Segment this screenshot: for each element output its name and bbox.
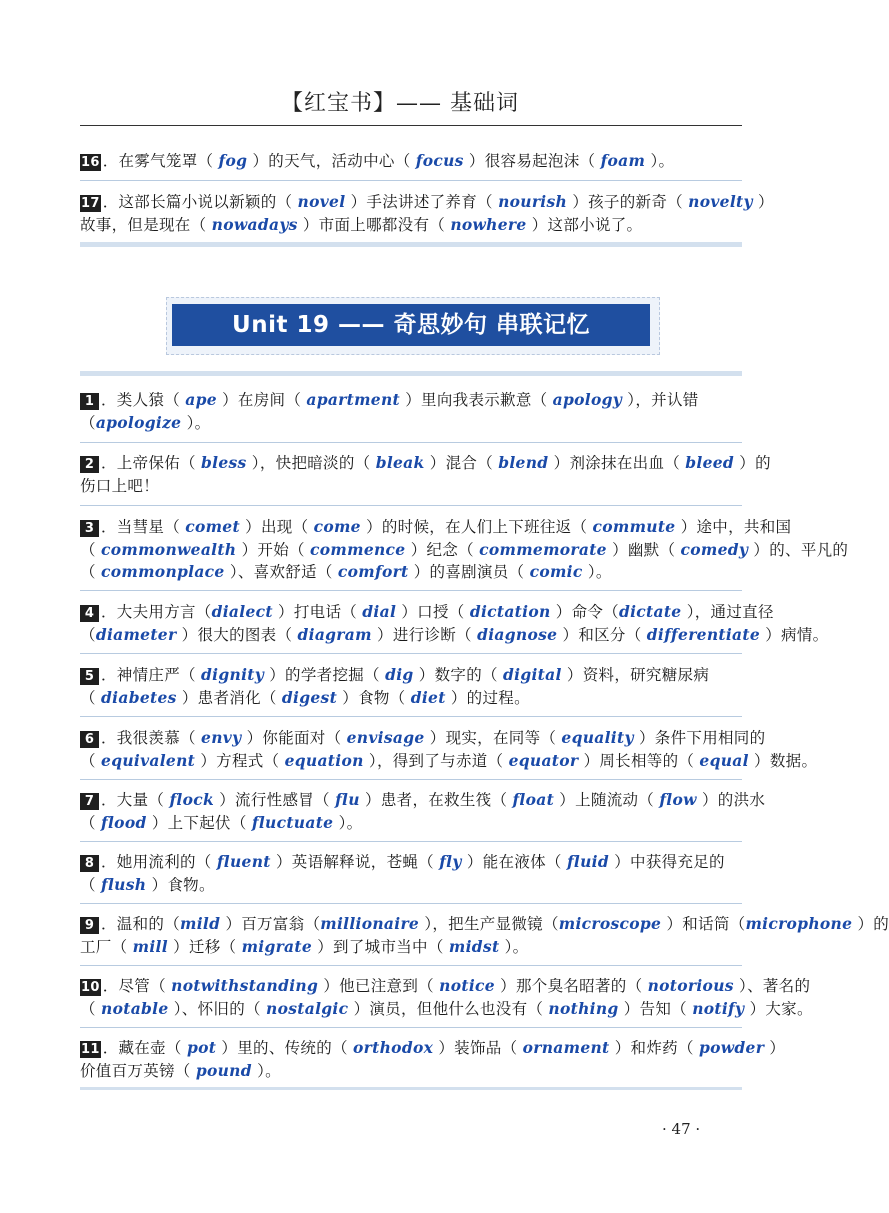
- english-vocab-word: microscope: [558, 914, 662, 933]
- chinese-text: ）。: [645, 152, 675, 170]
- entry-4: [80, 601, 829, 646]
- entry-number-badge: 9: [80, 917, 99, 934]
- chinese-text: ）的: [852, 915, 889, 933]
- entry-divider: [80, 505, 742, 506]
- english-vocab-word: novelty: [688, 192, 753, 211]
- english-vocab-word: dialect: [211, 602, 273, 621]
- english-vocab-word: digital: [503, 665, 562, 684]
- chinese-text: ）能在液体（: [461, 853, 567, 871]
- chinese-text: ）出现（: [239, 518, 314, 536]
- english-vocab-word: migrate: [241, 936, 313, 956]
- english-vocab-word: nowhere: [450, 214, 527, 234]
- chinese-text: ．这部长篇小说以新颖的（: [102, 193, 298, 211]
- english-vocab-word: dial: [362, 602, 397, 621]
- english-vocab-word: commute: [592, 517, 676, 536]
- entry-divider: [80, 903, 742, 904]
- chinese-text: ）条件下用相同的: [633, 729, 766, 747]
- english-vocab-word: blend: [498, 453, 549, 472]
- chinese-text: ．当彗星（: [101, 518, 186, 536]
- english-vocab-word: nourish: [498, 192, 568, 211]
- chinese-text: ）进行诊断（: [371, 625, 478, 644]
- chinese-text: （: [80, 813, 102, 832]
- english-vocab-word: fog: [218, 151, 248, 170]
- english-vocab-word: novel: [297, 192, 346, 211]
- english-vocab-word: diameter: [95, 624, 177, 644]
- english-vocab-word: fluent: [216, 852, 271, 871]
- chinese-text: ）孩子的新奇（: [567, 193, 689, 211]
- entry-line: [80, 789, 766, 812]
- chinese-text: （: [80, 688, 102, 707]
- chinese-text: ）幽默（: [606, 540, 681, 559]
- chinese-text: （: [80, 999, 102, 1018]
- entry-line: [80, 214, 742, 237]
- chinese-text: ）的: [734, 454, 771, 472]
- chinese-text: ）和区分（: [557, 625, 647, 644]
- english-vocab-word: apologize: [95, 412, 182, 432]
- entry-line: [80, 475, 742, 498]
- chinese-text: ．大量（: [101, 791, 170, 809]
- entry-line: [80, 936, 742, 959]
- chinese-text: ），得到了与赤道（: [363, 751, 509, 770]
- entry-line: [80, 1060, 742, 1083]
- chinese-text: 工厂（: [80, 937, 133, 956]
- english-vocab-word: equality: [561, 728, 634, 747]
- chinese-text: ．在雾气笼罩（: [102, 152, 219, 170]
- english-vocab-word: ornament: [522, 1038, 610, 1057]
- chinese-text: ）数据。: [748, 751, 818, 770]
- entry-line: [80, 851, 742, 874]
- chinese-text: ）大家。: [744, 999, 813, 1018]
- english-vocab-word: ape: [185, 390, 217, 409]
- chinese-text: ）手法讲述了养育（: [345, 193, 499, 211]
- english-vocab-word: equator: [508, 750, 579, 770]
- english-vocab-word: microphone: [745, 914, 853, 933]
- entry-line: [80, 664, 742, 687]
- chinese-text: ．藏在壶（: [102, 1039, 187, 1057]
- chinese-text: ）的学者挖掘（: [264, 666, 386, 684]
- chinese-text: ）流行性感冒（: [214, 791, 336, 809]
- chinese-text: ）在房间（: [216, 391, 307, 409]
- page-number: · 47 ·: [662, 1120, 701, 1138]
- chinese-text: ）的过程。: [445, 688, 530, 707]
- english-vocab-word: diagram: [297, 624, 372, 644]
- entry-number-badge: 4: [80, 605, 99, 622]
- chinese-text: ）周长相等的（: [578, 751, 700, 770]
- chinese-text: ）: [752, 193, 774, 211]
- english-vocab-word: envisage: [346, 728, 425, 747]
- chinese-text: ）的天气，活动中心（: [247, 152, 416, 170]
- entry-3: [80, 516, 849, 584]
- english-vocab-word: apology: [552, 390, 623, 409]
- entry-divider: [80, 716, 742, 717]
- english-vocab-word: commemorate: [479, 539, 607, 559]
- entry-divider: [80, 653, 742, 654]
- english-vocab-word: come: [313, 517, 361, 536]
- chinese-text: ．大夫用方言（: [101, 603, 212, 621]
- entry-line: [80, 812, 742, 835]
- chinese-text: ），并认错: [622, 391, 699, 409]
- chinese-text: ）百万富翁（: [220, 915, 321, 933]
- entry-line: [80, 750, 818, 773]
- english-vocab-word: comfort: [337, 562, 409, 581]
- chinese-text: ．温和的（: [101, 915, 181, 933]
- chinese-text: ），把生产显微镜（: [419, 915, 559, 933]
- chinese-text: ）英语解释说，苍蝇（: [270, 853, 440, 871]
- entry-line: [80, 191, 774, 214]
- entry-line: [80, 913, 889, 936]
- entry-5: [80, 664, 742, 709]
- entry-number-badge: 8: [80, 855, 99, 872]
- entry-divider: [80, 779, 742, 780]
- chinese-text: ）开始（: [236, 540, 311, 559]
- chinese-text: 价值百万英镑（: [80, 1061, 196, 1080]
- english-vocab-word: digest: [281, 687, 338, 707]
- entry-7: [80, 789, 766, 834]
- chinese-text: ）告知（: [618, 999, 693, 1018]
- chinese-text: ）上下起伏（: [146, 813, 252, 832]
- english-vocab-word: equation: [284, 750, 364, 770]
- english-vocab-word: notice: [439, 976, 495, 995]
- english-vocab-word: fluctuate: [251, 812, 334, 832]
- section-divider: [80, 371, 742, 376]
- entry-number-badge: 1: [80, 393, 99, 410]
- entry-number-badge: 11: [81, 1042, 100, 1057]
- english-vocab-word: diabetes: [101, 687, 177, 707]
- chinese-text: ）他已注意到（: [318, 977, 440, 995]
- chinese-text: ），快把暗淡的（: [246, 454, 376, 472]
- chinese-text: （: [80, 413, 96, 432]
- english-vocab-word: flood: [101, 812, 147, 832]
- english-vocab-word: commence: [310, 539, 406, 559]
- entry-number-badge: 16: [81, 155, 100, 170]
- entry-line: [80, 1037, 786, 1060]
- chinese-text: ）很大的图表（: [176, 625, 298, 644]
- english-vocab-word: flock: [169, 790, 215, 809]
- entry-line: [80, 516, 792, 539]
- chinese-text: ），通过直径: [681, 603, 774, 621]
- english-vocab-word: dictate: [618, 602, 682, 621]
- chinese-text: ）的、平凡的: [748, 540, 849, 559]
- chinese-text: ）剂涂抹在出血（: [548, 454, 686, 472]
- chinese-text: （: [80, 625, 96, 644]
- english-vocab-word: pot: [186, 1038, 217, 1057]
- entry-16: [80, 150, 742, 173]
- chinese-text: ）途中，共和国: [675, 518, 792, 536]
- entry-line: [80, 150, 742, 173]
- english-vocab-word: notable: [101, 998, 169, 1018]
- english-vocab-word: nothing: [548, 998, 619, 1018]
- unit-banner-title: Unit 19 —— 奇思妙句 串联记忆: [172, 304, 650, 346]
- english-vocab-word: dig: [385, 665, 414, 684]
- english-vocab-word: flu: [335, 790, 360, 809]
- entry-number-badge: 10: [81, 980, 100, 995]
- chinese-text: ）纪念（: [405, 540, 480, 559]
- chinese-text: ）现实，在同等（: [424, 729, 562, 747]
- chinese-text: ）里的、传统的（: [216, 1039, 354, 1057]
- chinese-text: ）患者，在救生筏（: [359, 791, 513, 809]
- chinese-text: ）患者消化（: [176, 688, 282, 707]
- entry-10: [80, 975, 813, 1020]
- section-divider: [80, 1087, 742, 1090]
- english-vocab-word: mild: [180, 914, 221, 933]
- chinese-text: ．上帝保佑（: [101, 454, 202, 472]
- entry-2: [80, 452, 771, 497]
- chinese-text: ）到了城市当中（: [312, 937, 449, 956]
- english-vocab-word: bless: [201, 453, 247, 472]
- entry-line: [80, 412, 742, 435]
- entry-number-badge: 17: [81, 196, 100, 211]
- english-vocab-word: comic: [529, 562, 583, 581]
- entry-1: [80, 389, 742, 434]
- english-vocab-word: comedy: [680, 539, 749, 559]
- chinese-text: ）上随流动（: [554, 791, 660, 809]
- english-vocab-word: envy: [201, 728, 242, 747]
- chinese-text: ）食物。: [146, 875, 215, 894]
- chinese-text: ）这部小说了。: [526, 215, 643, 234]
- header-rule: [80, 125, 742, 126]
- english-vocab-word: commonplace: [101, 562, 225, 581]
- chinese-text: ）装饰品（: [433, 1039, 523, 1057]
- english-vocab-word: orthodox: [353, 1038, 434, 1057]
- entry-divider: [80, 965, 742, 966]
- english-vocab-word: powder: [699, 1038, 765, 1057]
- chinese-text: ）市面上哪都没有（: [297, 215, 451, 234]
- english-vocab-word: dictation: [469, 602, 551, 621]
- chinese-text: （: [80, 875, 102, 894]
- chinese-text: ）的喜剧演员（: [408, 563, 530, 581]
- chinese-text: ）中获得充足的: [609, 853, 725, 871]
- entry-divider: [80, 180, 742, 181]
- chinese-text: ）食物（: [337, 688, 411, 707]
- chinese-text: ）命令（: [550, 603, 619, 621]
- entry-line: [80, 624, 829, 647]
- english-vocab-word: commonwealth: [101, 539, 237, 559]
- chinese-text: ）迁移（: [167, 937, 242, 956]
- entry-divider: [80, 841, 742, 842]
- chinese-text: ）你能面对（: [241, 729, 347, 747]
- chinese-text: ．尽管（: [102, 977, 172, 995]
- english-vocab-word: dignity: [201, 665, 265, 684]
- english-vocab-word: millionaire: [320, 914, 420, 933]
- english-vocab-word: flow: [659, 790, 697, 809]
- english-vocab-word: diagnose: [477, 624, 558, 644]
- chinese-text: ）。: [181, 413, 211, 432]
- chinese-text: ）混合（: [424, 454, 499, 472]
- chinese-text: 故事，但是现在（: [80, 215, 212, 234]
- chinese-text: ）那个臭名昭著的（: [494, 977, 648, 995]
- english-vocab-word: flush: [101, 874, 147, 894]
- english-vocab-word: fluid: [566, 852, 610, 871]
- running-header: 【红宝书】—— 基础词: [281, 91, 519, 116]
- chinese-text: ．她用流利的（: [101, 853, 217, 871]
- english-vocab-word: nowadays: [211, 214, 298, 234]
- chinese-text: ）、著名的: [733, 977, 811, 995]
- chinese-text: ）。: [582, 563, 612, 581]
- english-vocab-word: equivalent: [101, 750, 196, 770]
- chinese-text: ）和炸药（: [609, 1039, 699, 1057]
- entry-line: [80, 452, 771, 475]
- chinese-text: ）病情。: [760, 625, 829, 644]
- chinese-text: ）打电话（: [272, 603, 363, 621]
- english-vocab-word: mill: [132, 936, 168, 956]
- english-vocab-word: nostalgic: [266, 998, 349, 1018]
- section-divider: [80, 242, 742, 247]
- chinese-text: ）、喜欢舒适（: [224, 563, 338, 581]
- entry-number-badge: 2: [80, 456, 99, 473]
- entry-line: [80, 687, 742, 710]
- chinese-text: ）数字的（: [413, 666, 504, 684]
- chinese-text: 伤口上吧！: [80, 476, 160, 495]
- english-vocab-word: pound: [195, 1060, 252, 1080]
- english-vocab-word: focus: [415, 151, 464, 170]
- english-vocab-word: notorious: [647, 976, 734, 995]
- entry-9: [80, 913, 889, 958]
- entry-11: [80, 1037, 786, 1082]
- english-vocab-word: equal: [699, 750, 749, 770]
- entry-divider: [80, 590, 742, 591]
- entry-6: [80, 727, 818, 772]
- chinese-text: ）的时候，在人们上下班往返（: [360, 518, 593, 536]
- chinese-text: ）和话筒（: [661, 915, 746, 933]
- entry-line: [80, 601, 774, 624]
- entry-line: [80, 389, 742, 412]
- english-vocab-word: fly: [439, 852, 462, 871]
- english-vocab-word: differentiate: [646, 624, 760, 644]
- entry-8: [80, 851, 742, 896]
- english-vocab-word: diet: [410, 687, 446, 707]
- english-vocab-word: bleed: [685, 453, 735, 472]
- chinese-text: ）资料，研究糖尿病: [561, 666, 710, 684]
- chinese-text: ）里向我表示歉意（: [400, 391, 553, 409]
- entry-number-badge: 6: [80, 731, 99, 748]
- entry-divider: [80, 442, 742, 443]
- entry-line: [80, 998, 813, 1021]
- entry-line: [80, 727, 766, 750]
- english-vocab-word: notwithstanding: [171, 976, 319, 995]
- chinese-text: （: [80, 563, 102, 581]
- english-vocab-word: comet: [185, 517, 240, 536]
- entry-number-badge: 5: [80, 668, 99, 685]
- chinese-text: ．类人猿（: [101, 391, 186, 409]
- chinese-text: ）: [764, 1039, 786, 1057]
- chinese-text: ）。: [499, 937, 529, 956]
- chinese-text: （: [80, 540, 102, 559]
- entry-line: [80, 539, 849, 562]
- english-vocab-word: foam: [600, 151, 646, 170]
- chinese-text: ．神情庄严（: [101, 666, 202, 684]
- entry-number-badge: 3: [80, 520, 99, 537]
- chinese-text: ）、怀旧的（: [168, 999, 267, 1018]
- chinese-text: ）。: [333, 813, 363, 832]
- english-vocab-word: apartment: [306, 390, 401, 409]
- english-vocab-word: float: [512, 790, 555, 809]
- english-vocab-word: midst: [448, 936, 500, 956]
- entry-line: [80, 874, 742, 897]
- english-vocab-word: bleak: [375, 453, 425, 472]
- chinese-text: ）。: [251, 1061, 281, 1080]
- chinese-text: ．我很羡慕（: [101, 729, 202, 747]
- chinese-text: ）演员，但他什么也没有（: [348, 999, 549, 1018]
- entry-line: [80, 975, 811, 998]
- chinese-text: ）方程式（: [195, 751, 285, 770]
- entry-line: [80, 561, 742, 584]
- english-vocab-word: notify: [692, 998, 745, 1018]
- entry-17: [80, 191, 774, 236]
- chinese-text: ）口授（: [396, 603, 470, 621]
- chinese-text: （: [80, 751, 102, 770]
- entry-divider: [80, 1027, 742, 1028]
- chinese-text: ）的洪水: [696, 791, 766, 809]
- chinese-text: ）很容易起泡沫（: [463, 152, 601, 170]
- entry-number-badge: 7: [80, 793, 99, 810]
